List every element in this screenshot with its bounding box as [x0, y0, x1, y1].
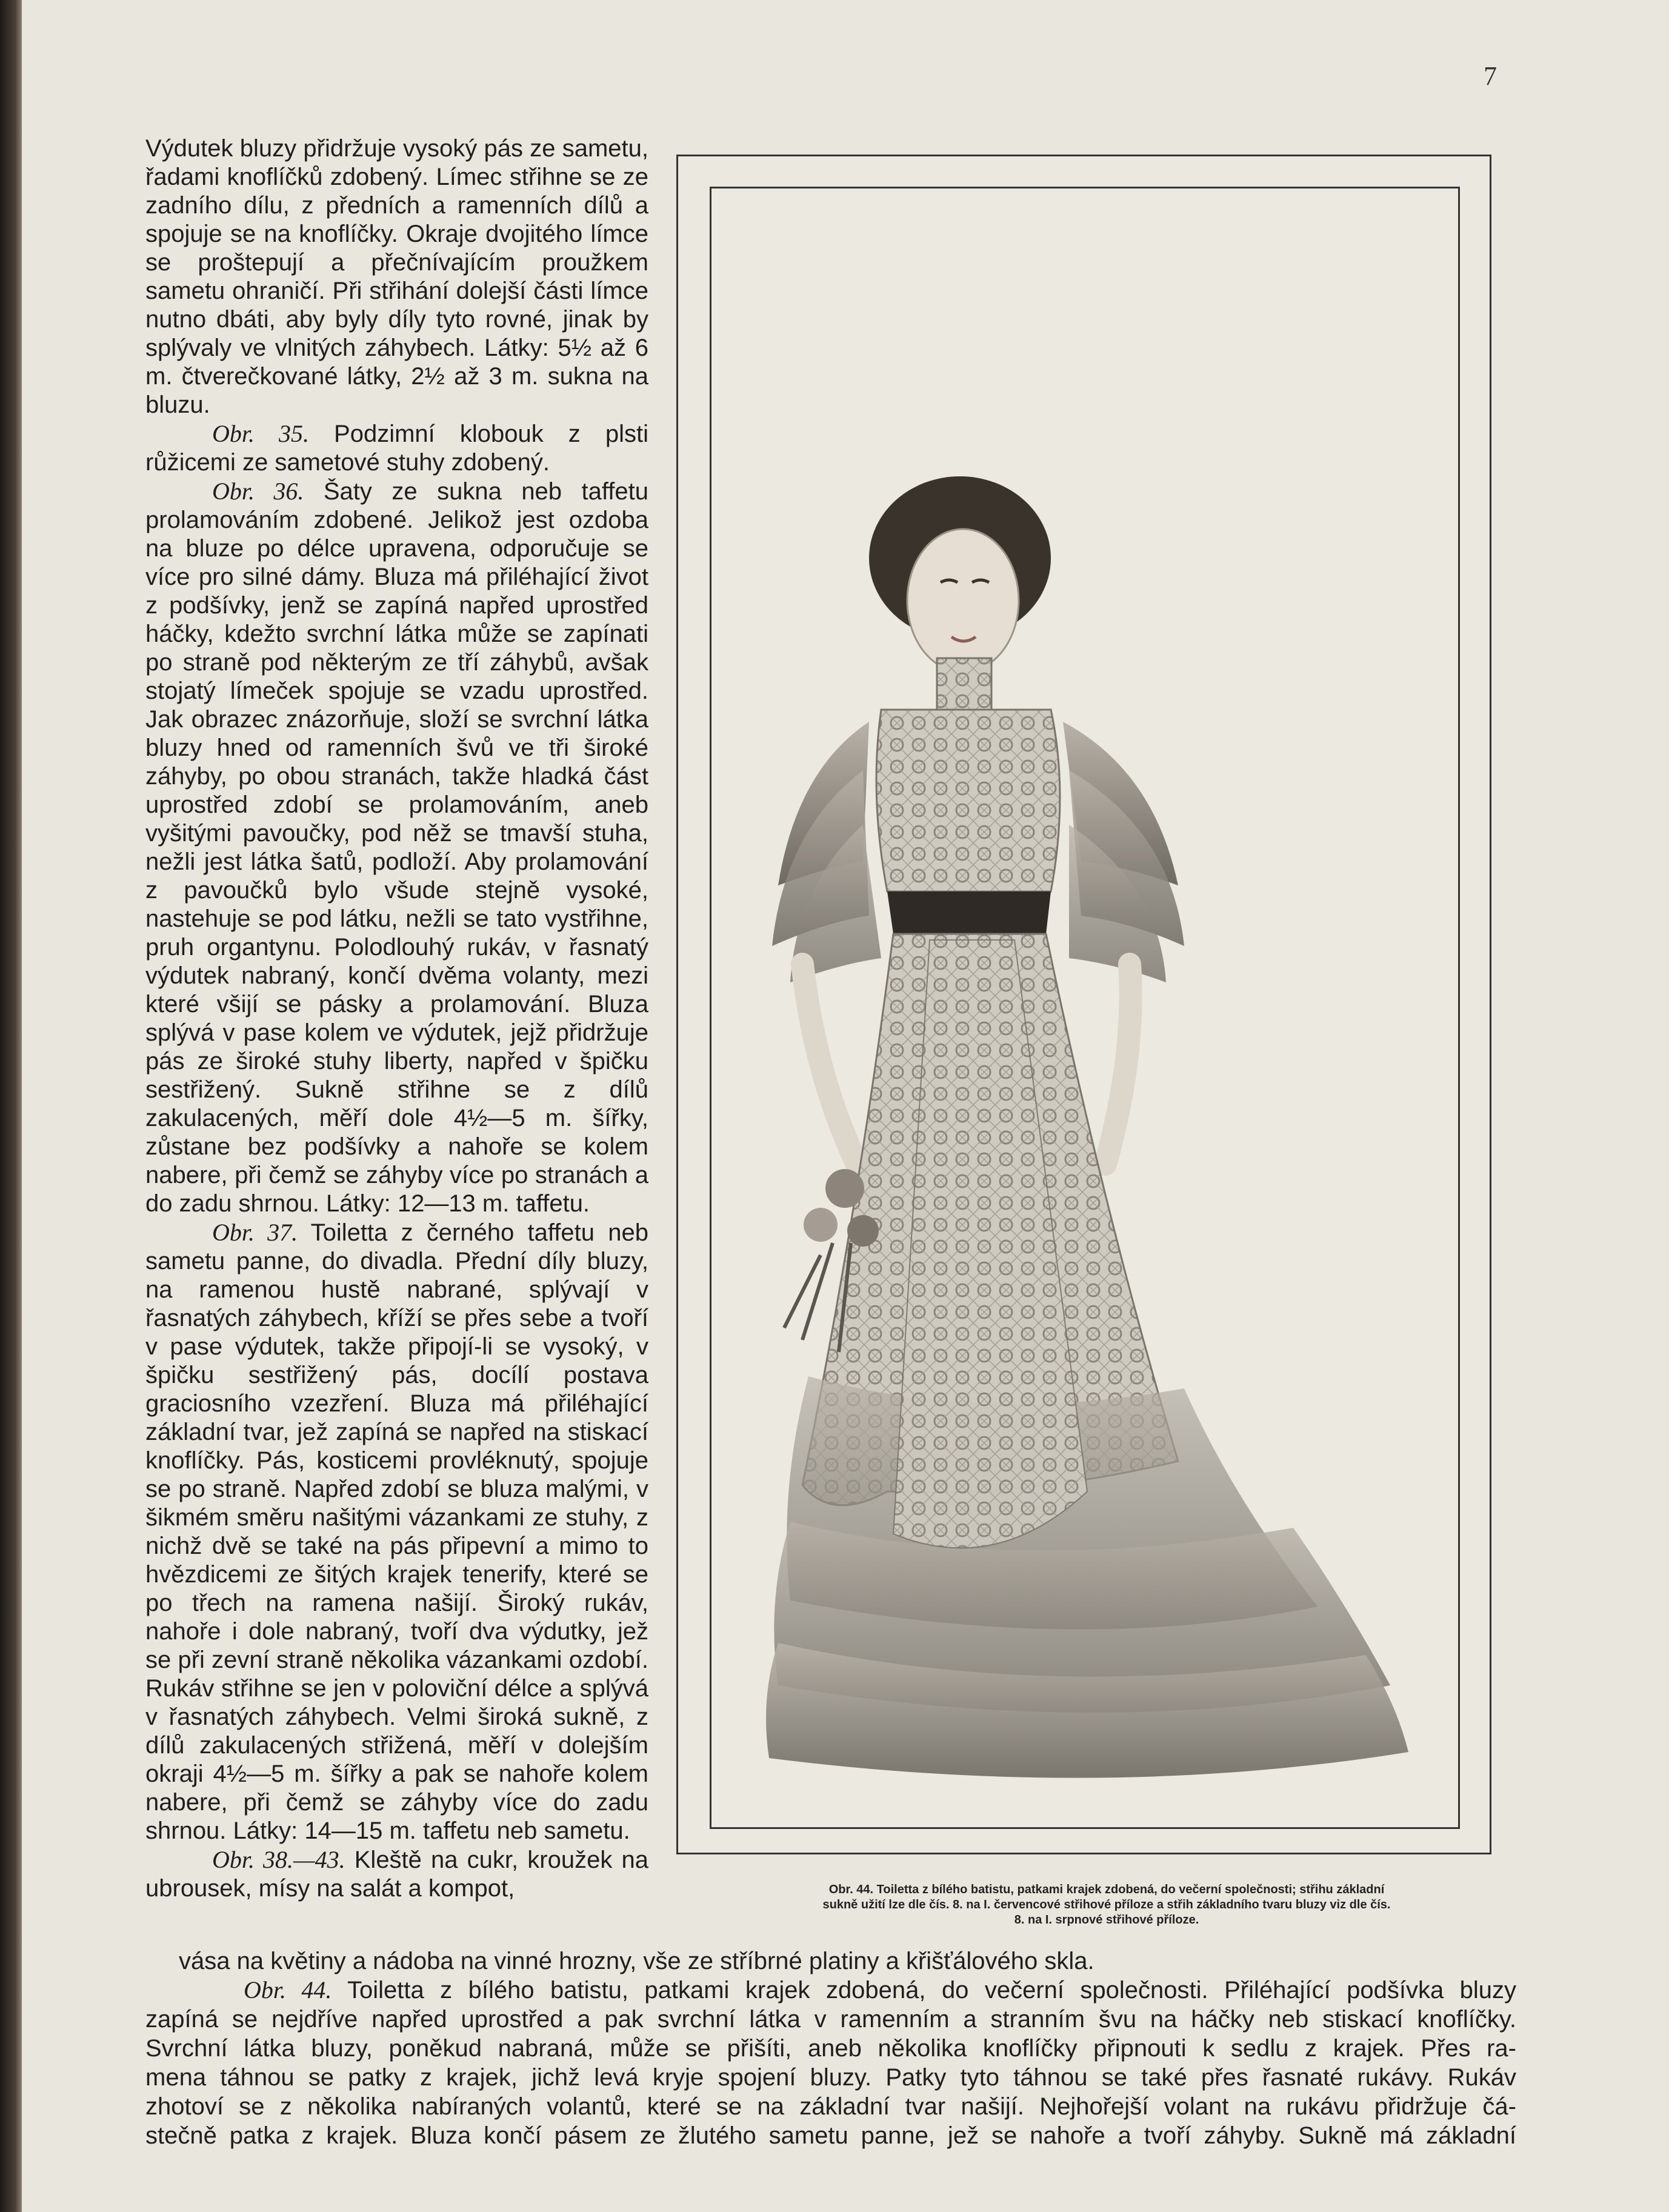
figure-reference: Obr. 38.—43.	[212, 1846, 345, 1873]
caption-line: Obr. 44. Toiletta z bílého batistu, patkami krajek zdobená, do večerní společnosti; střihu základní	[828, 1883, 1385, 1896]
figure-caption	[695, 1882, 1519, 1928]
text-line: zapíná se nejdříve napřed uprostřed a pak svrchní látka v ramenním a stranním švu na háčky neb stiskací knoflíčky.	[145, 2006, 1516, 2033]
text-line: mena táhnou se patky z krajek, jichž levá kryje spojení bluzy. Patky tyto táhnou se také přes řasnaté rukávy. Rukáv	[145, 2064, 1516, 2091]
high-collar	[937, 658, 991, 710]
left-column-text	[145, 135, 648, 1903]
paragraph-text: Kleště na cukr, kroužek na ubrousek, mísy na salát a kompot,	[145, 1847, 648, 1902]
left-sleeve-ruffles	[772, 722, 881, 982]
paragraph-obr-38-43	[145, 1845, 648, 1903]
woman-in-lace-gown-illustration	[711, 188, 1458, 1827]
text-line	[145, 1976, 1516, 2005]
lace-bodice	[876, 710, 1060, 891]
paragraph-obr-37	[145, 1218, 648, 1845]
line-text: Toiletta z bílého batistu, patkami krajek zdobená, do večerní společnosti. Přiléhající podšívka bluzy	[331, 1977, 1516, 2004]
paragraph-text: Podzimní klobouk z plsti růžicemi ze sametové stuhy zdobený.	[145, 421, 648, 476]
paragraph-obr-35	[145, 419, 648, 477]
paragraph-text: Šaty ze sukna neb taffetu prolamováním zdobené. Jelikož jest ozdoba na bluze po délce upravena, odporučuje se více pro silné dámy. Bluza má přiléhající život z podšívky, jenž se zapíná napřed uprostřed háčky, kdežto svrchní látka může se zapínati po straně pod některým ze tří záhybů, avšak stojatý límeček spojuje se vzadu uprostřed. Jak obrazec znázorňuje, složí se svrchní látka bluzy hned od ramenních švů ve tři široké záhyby, po obou stranách, takže hladká část uprostřed zdobí se prolamováním, aneb vyšitými pavoučky, pod něž se tmavší stuha, nežli jest látka šatů, podloží. Aby prolamování z pavoučků bylo všude stejně vysoké, nastehuje se pod látku, nežli se tato vystřihne, pruh organtynu. Polodlouhý rukáv, v řasnatý výdutek nabraný, končí dvěma volanty, mezi které všijí se pásky a prolamování. Bluza splývá v pase kolem ve výdutek, jejž přidržuje pás ze široké stuhy liberty, napřed v špičku sestřižený. Sukně střihne se z dílů zakulacených, měří dole 4½—5 m. šířky, zůstane bez podšívky a nahoře se kolem nabere, při čemž se záhyby více po stranách a do zadu shrnou. Látky: 12—13 m. taffetu.	[145, 478, 648, 1217]
paragraph-intro: Výdutek bluzy přidržuje vysoký pás ze sametu, řadami knoflíčků zdobený. Límec střihne se ze zadního dílu, z předních a ramenních dílů a spojuje se na knoflíčky. Okraje dvojitého límce se proštepují a přečnívajícím proužkem sametu ohraničí. Při střihání dolejší části límce nutno dbáti, aby byly díly tyto rovné, jinak by splývaly ve vlnitých záhybech. Látky: 5½ až 6 m. čtverečkované látky, 2½ až 3 m. sukna na bluzu.	[145, 135, 648, 418]
book-binding-edge	[0, 0, 22, 2212]
skirt-ruffles	[766, 1376, 1408, 1778]
figure-reference: Obr. 36.	[212, 478, 304, 505]
text-line: Svrchní látka bluzy, poněkud nabraná, může se přišíti, aneb několika knoflíčky připnouti k sedlu z krajek. Přes ra-	[145, 2035, 1516, 2062]
text-line: stečně patka z krajek. Bluza končí pásem ze žlutého sametu panne, jež se nahoře a tvoří záhyby. Sukně má základní	[145, 2122, 1516, 2149]
page-number: 7	[1484, 61, 1497, 91]
illustration-frame	[676, 155, 1491, 1854]
illustration-inner-frame	[710, 187, 1460, 1829]
paragraph-text: Toiletta z černého taffetu neb sametu panne, do divadla. Přední díly bluzy, na ramenou hustě nabrané, splývají v řasnatých záhybech, kříží se přes sebe a tvoří v pase výdutek, takže připojí-li se vysoký, v špičku sestřižený pás, docílí postava graciosního vzezření. Bluza má přiléhající základní tvar, jež zapíná se napřed na stiskací knoflíčky. Pás, kosticemi provléknutý, spojuje se po straně. Napřed zdobí se bluza malými, v šikmém směru našitými vázankami ze stuhy, z nichž dvě se také na pás připevní a mimo to hvězdicemi ze šitých krajek tenerify, které se po třech na ramena našijí. Široký rukáv, nahoře i dole nabraný, tvoří dva výdutky, jež se při zevní straně několika vázankami ozdobí. Rukáv střihne se jen v poloviční délce a splývá v řasnatých záhybech. Velmi široká sukně, z dílů zakulacených střižená, měří v dolejším okraji 4½—5 m. šířky a pak se nahoře kolem nabere, při čemž se záhyby více do zadu shrnou. Látky: 14—15 m. taffetu neb sametu.	[145, 1219, 648, 1844]
figure-reference: Obr. 44.	[244, 1976, 332, 2004]
paragraph-obr-36	[145, 477, 648, 1218]
caption-line: sukně užití lze dle čís. 8. na I. červencové střihové příloze a střih základního tvaru bluzy viz dle čís.	[822, 1898, 1391, 1911]
figure-reference: Obr. 35.	[212, 420, 309, 447]
text-line: vása na květiny a nádoba na vinné hrozny, vše ze stříbrné platiny a křišťálového skla.	[179, 1948, 1094, 1974]
text-line: zhotoví se z několika nabíraných volantů, které se na základní tvar našijí. Nejhořejší volant na rukávu přidržuje čá-	[145, 2093, 1516, 2120]
bottom-full-width-text	[145, 1947, 1516, 2150]
right-sleeve-ruffles	[1063, 722, 1184, 982]
face	[907, 529, 1019, 672]
figure-reference: Obr. 37.	[212, 1219, 298, 1246]
caption-line: 8. na I. srpnové střihové příloze.	[1014, 1913, 1199, 1927]
dark-sash	[887, 891, 1051, 934]
